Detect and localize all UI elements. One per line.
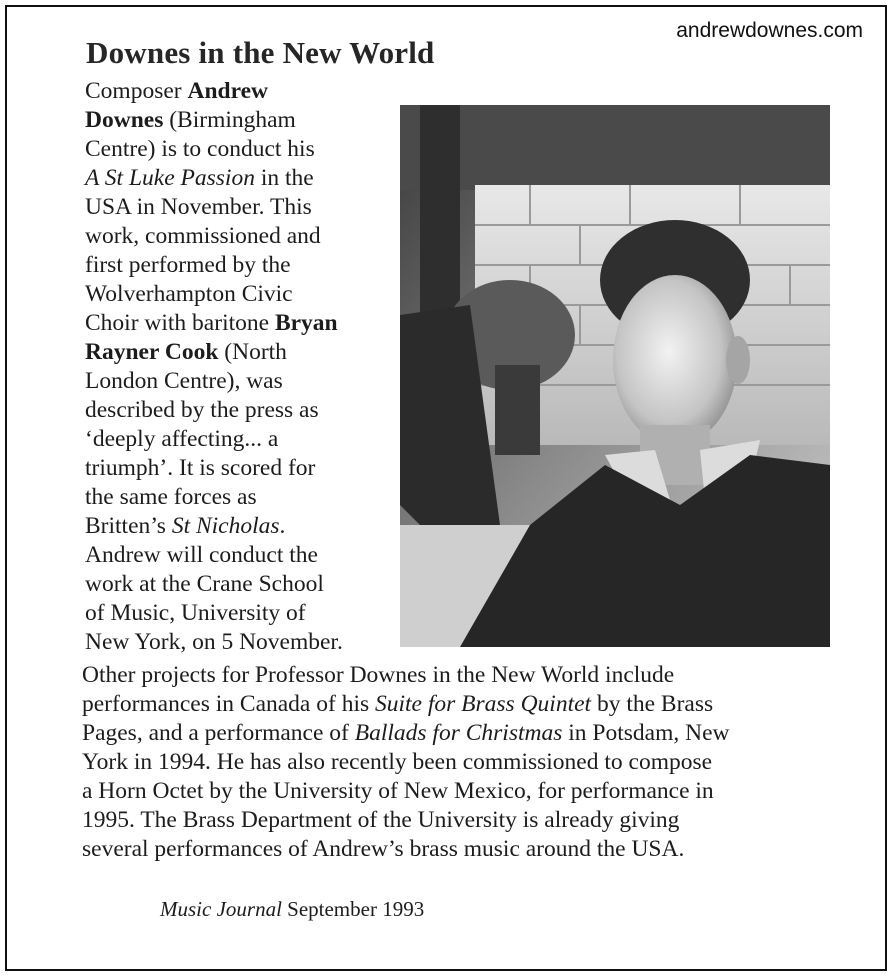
publication-date: September 1993: [281, 897, 425, 921]
text-line: Composer Andrew: [85, 78, 269, 104]
journal-name: Music Journal: [160, 897, 282, 921]
text-line: Britten’s St Nicholas.: [85, 513, 286, 539]
text-line: a Horn Octet by the University of New Mexico, for performance in: [82, 778, 714, 804]
text-line: the same forces as: [85, 484, 257, 510]
site-url: andrewdownes.com: [676, 19, 863, 42]
second-paragraph: [82, 661, 802, 864]
text-line: Choir with baritone Bryan: [85, 310, 338, 336]
text-line: work at the Crane School: [85, 571, 324, 597]
text-line: York in 1994. He has also recently been commissioned to compose: [82, 749, 713, 775]
text-line: USA in November. This: [85, 194, 312, 220]
text-line: first performed by the: [85, 252, 291, 278]
article-title: Downes in the New World: [86, 35, 435, 70]
text-line: of Music, University of: [85, 600, 306, 626]
first-column-text: [85, 77, 385, 657]
text-line: London Centre), was: [85, 368, 283, 394]
text-line: Other projects for Professor Downes in the New World include: [82, 662, 675, 688]
text-line: Downes (Birmingham: [85, 107, 296, 133]
text-line: performances in Canada of his Suite for Brass Quintet by the Brass: [82, 691, 714, 717]
text-line: ‘deeply affecting... a: [85, 426, 279, 452]
text-line: Rayner Cook (North: [85, 339, 287, 365]
text-line: triumph’. It is scored for: [85, 455, 316, 481]
text-line: New York, on 5 November.: [85, 629, 343, 655]
text-line: Pages, and a performance of Ballads for Christmas in Potsdam, New: [82, 720, 730, 746]
text-line: Centre) is to conduct his: [85, 136, 315, 162]
text-line: 1995. The Brass Department of the University is already giving: [82, 807, 680, 833]
text-line: Andrew will conduct the: [85, 542, 318, 568]
text-line: A St Luke Passion in the: [85, 165, 314, 191]
text-line: Wolverhampton Civic: [85, 281, 293, 307]
text-line: work, commissioned and: [85, 223, 321, 249]
source-citation: [160, 897, 424, 922]
portrait-photo: [400, 105, 830, 647]
text-line: described by the press as: [85, 397, 319, 423]
text-line: several performances of Andrew’s brass music around the USA.: [82, 836, 685, 862]
article-clipping: [5, 5, 887, 971]
